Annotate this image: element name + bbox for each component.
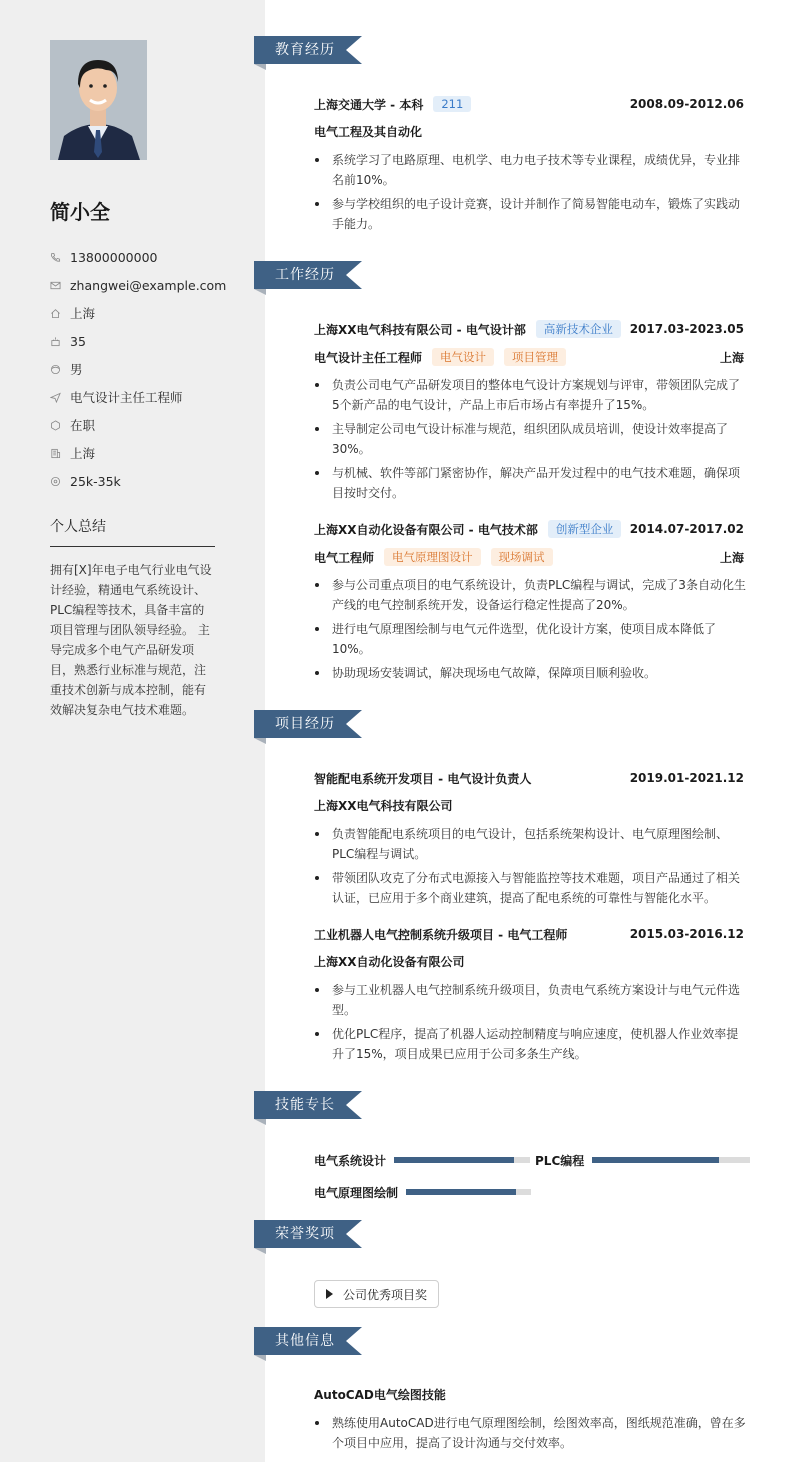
award-label: 公司优秀项目奖	[343, 1287, 428, 1302]
send-icon	[50, 387, 70, 407]
sidebar	[0, 0, 265, 1462]
project-name: 工业机器人电气控制系统升级项目 - 电气工程师	[314, 927, 568, 942]
job-title: 电气设计主任工程师	[314, 350, 423, 365]
education-major: 电气工程及其自动化	[314, 125, 423, 139]
work-bullets	[314, 575, 746, 687]
work-company-row	[314, 519, 744, 539]
skill-bar-fill	[592, 1157, 718, 1163]
section-header-other	[254, 1327, 364, 1363]
section-title: 项目经历	[275, 716, 335, 732]
home-icon	[50, 303, 70, 323]
skill-name: 电气系统设计	[314, 1153, 387, 1168]
skill-bar	[394, 1157, 530, 1163]
info-city	[50, 439, 226, 467]
section-header-project	[254, 710, 364, 746]
company-name: 上海XX自动化设备有限公司 - 电气技术部	[314, 522, 538, 537]
summary-text: 拥有[X]年电子电气行业电气设计经验，精通电气系统设计、PLC编程等技术，具备丰富的项目管理与团队领导经验。 主导完成多个电气产品研发项目，熟悉行业标准与规范，注重技术创新与成本控制，能有效解决复杂电气技术难题。	[50, 563, 212, 717]
position-text: 电气设计主任工程师	[70, 390, 183, 405]
section-title: 工作经历	[275, 267, 335, 283]
list-item: 与机械、软件等部门紧密协作，解决产品开发过程中的电气技术难题，确保项目按时交付。	[314, 463, 746, 503]
education-row	[314, 94, 744, 114]
info-email	[50, 271, 226, 299]
section-header-education	[254, 36, 364, 72]
list-item: 优化PLC程序，提高了机器人运动控制精度与响应速度，使机器人作业效率提升了15%，项目成果已应用于公司多条生产线。	[314, 1024, 746, 1064]
work-date: 2017.03-2023.05	[629, 322, 744, 336]
project-row	[314, 768, 744, 788]
age-icon	[50, 331, 70, 351]
phone-text: 13800000000	[70, 249, 158, 265]
gender-icon	[50, 359, 70, 379]
work-title-row	[314, 547, 744, 567]
building-icon	[50, 443, 70, 463]
section-header-skills	[254, 1091, 364, 1127]
salary-text: 25k-35k	[70, 473, 121, 489]
skill-bar-fill	[394, 1157, 514, 1163]
job-tag: 电气原理图设计	[384, 548, 481, 566]
section-header-work	[254, 261, 364, 297]
job-title: 电气工程师	[314, 550, 375, 565]
play-icon	[326, 1289, 333, 1299]
section-header-awards	[254, 1220, 364, 1256]
location-text: 上海	[70, 306, 96, 321]
work-title-row	[314, 347, 744, 367]
city-text: 上海	[70, 446, 96, 461]
work-company-row	[314, 319, 744, 339]
skill-bar	[406, 1189, 531, 1195]
project-company: 上海XX自动化设备有限公司	[314, 955, 465, 969]
skill-item	[314, 1150, 530, 1170]
status-icon	[50, 415, 70, 435]
info-age	[50, 327, 226, 355]
info-gender	[50, 355, 226, 383]
info-position	[50, 383, 226, 411]
skill-bar	[592, 1157, 750, 1163]
other-bullets	[314, 1413, 746, 1457]
skill-name: PLC编程	[535, 1153, 585, 1168]
contact-info-list	[50, 243, 226, 495]
list-item: 参与工业机器人电气控制系统升级项目，负责电气系统方案设计与电气元件选型。	[314, 980, 746, 1020]
section-title: 其他信息	[275, 1333, 335, 1349]
project-bullets	[314, 824, 746, 912]
skill-name: 电气原理图绘制	[314, 1185, 399, 1200]
education-date: 2008.09-2012.06	[629, 97, 744, 111]
list-item: 协助现场安装调试，解决现场电气故障，保障项目顺利验收。	[314, 663, 746, 683]
list-item: 进行电气原理图绘制与电气元件选型，优化设计方案，使项目成本降低了10%。	[314, 619, 746, 659]
age-text: 35	[70, 333, 86, 349]
phone-icon	[50, 247, 70, 267]
list-item: 熟练使用AutoCAD进行电气原理图绘制，绘图效率高，图纸规范准确，曾在多个项目中应用，提高了设计沟通与交付效率。	[314, 1413, 746, 1453]
status-text: 在职	[70, 418, 96, 433]
avatar	[50, 40, 147, 160]
skill-item	[535, 1150, 750, 1170]
school-name: 上海交通大学 - 本科	[314, 97, 424, 112]
gender-text: 男	[70, 362, 83, 377]
section-title: 荣誉奖项	[275, 1226, 335, 1242]
list-item: 负责公司电气产品研发项目的整体电气设计方案规划与评审，带领团队完成了5个新产品的电气设计，产品上市后市场占有率提升了15%。	[314, 375, 746, 415]
job-tag: 项目管理	[504, 348, 566, 366]
skill-bar-fill	[406, 1189, 516, 1195]
list-item: 系统学习了电路原理、电机学、电力电子技术等专业课程，成绩优异，专业排名前10%。	[314, 150, 746, 190]
work-city: 上海	[719, 350, 744, 365]
candidate-name: 简小全	[50, 200, 110, 224]
list-item: 带领团队攻克了分布式电源接入与智能监控等技术难题，项目产品通过了相关认证，已应用于多个商业建筑，提高了配电系统的可靠性与智能化水平。	[314, 868, 746, 908]
section-title: 教育经历	[275, 42, 335, 58]
project-company: 上海XX电气科技有限公司	[314, 799, 453, 813]
company-name: 上海XX电气科技有限公司 - 电气设计部	[314, 322, 526, 337]
project-bullets	[314, 980, 746, 1068]
skill-item	[314, 1182, 531, 1202]
info-salary	[50, 467, 226, 495]
job-tag: 电气设计	[432, 348, 494, 366]
work-city: 上海	[719, 550, 744, 565]
list-item: 参与公司重点项目的电气系统设计，负责PLC编程与调试，完成了3条自动化生产线的电气控制系统开发，设备运行稳定性提高了20%。	[314, 575, 746, 615]
other-title: AutoCAD电气绘图技能	[314, 1388, 446, 1402]
email-text: zhangwei@example.com	[70, 277, 227, 293]
education-bullets	[314, 150, 746, 238]
project-row	[314, 924, 744, 944]
project-date: 2019.01-2021.12	[629, 771, 744, 785]
work-bullets	[314, 375, 746, 507]
job-tag: 现场调试	[491, 548, 553, 566]
list-item: 参与学校组织的电子设计竞赛，设计并制作了简易智能电动车，锻炼了实践动手能力。	[314, 194, 746, 234]
mail-icon	[50, 275, 70, 295]
list-item: 负责智能配电系统项目的电气设计，包括系统架构设计、电气原理图绘制、PLC编程与调试。	[314, 824, 746, 864]
info-status	[50, 411, 226, 439]
work-date: 2014.07-2017.02	[629, 522, 744, 536]
project-name: 智能配电系统开发项目 - 电气设计负责人	[314, 771, 532, 786]
award-chip	[314, 1280, 439, 1308]
info-phone	[50, 243, 226, 271]
salary-icon	[50, 471, 70, 491]
list-item: 主导制定公司电气设计标准与规范，组织团队成员培训，使设计效率提高了30%。	[314, 419, 746, 459]
info-location	[50, 299, 226, 327]
summary-title: 个人总结	[50, 516, 215, 547]
project-date: 2015.03-2016.12	[629, 927, 744, 941]
company-tag: 高新技术企业	[536, 320, 621, 338]
section-title: 技能专长	[275, 1097, 335, 1113]
company-tag: 创新型企业	[548, 520, 622, 538]
school-tag: 211	[433, 96, 471, 112]
